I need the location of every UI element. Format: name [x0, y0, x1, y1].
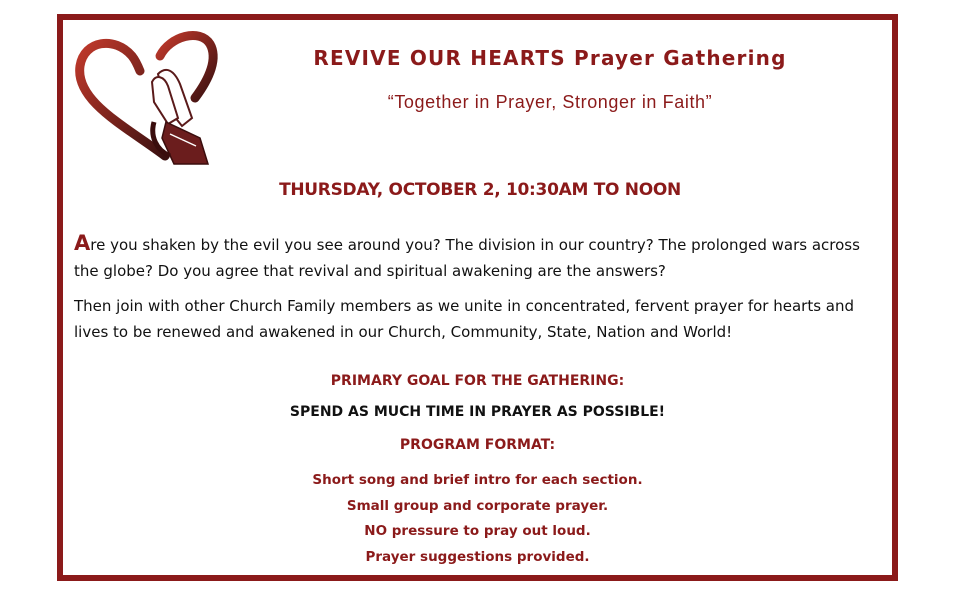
- page-title: REVIVE OUR HEARTS Prayer Gathering: [313, 46, 787, 70]
- heart-praying-hands-icon: [70, 26, 230, 176]
- program-item: Prayer suggestions provided.: [365, 548, 590, 565]
- program-item: Small group and corporate prayer.: [346, 497, 609, 514]
- drop-cap: A: [74, 231, 91, 255]
- goal-text: SPEND AS MUCH TIME IN PRAYER AS POSSIBLE!: [289, 404, 666, 420]
- program-heading: PROGRAM FORMAT:: [399, 437, 556, 453]
- intro-paragraph-text: re you shaken by the evil you see around you? The division in our country? The prolonged wars across the globe? Do you agree that revival and spiritual awakening are the answers?: [74, 236, 860, 280]
- intro-paragraph: [74, 230, 874, 284]
- page-subtitle: “Together in Prayer, Stronger in Faith”: [387, 92, 713, 112]
- event-date-time: THURSDAY, OCTOBER 2, 10:30AM TO NOON: [279, 180, 681, 200]
- program-list: [70, 468, 885, 570]
- program-item: Short song and brief intro for each section.: [312, 472, 643, 488]
- invitation-paragraph: Then join with other Church Family members as we unite in concentrated, fervent prayer for hearts and lives to be renewed and awakened in our Church, Community, State, Nation and World!: [74, 297, 855, 341]
- goal-heading: PRIMARY GOAL FOR THE GATHERING:: [330, 373, 625, 389]
- program-item: NO pressure to pray out loud.: [364, 523, 591, 539]
